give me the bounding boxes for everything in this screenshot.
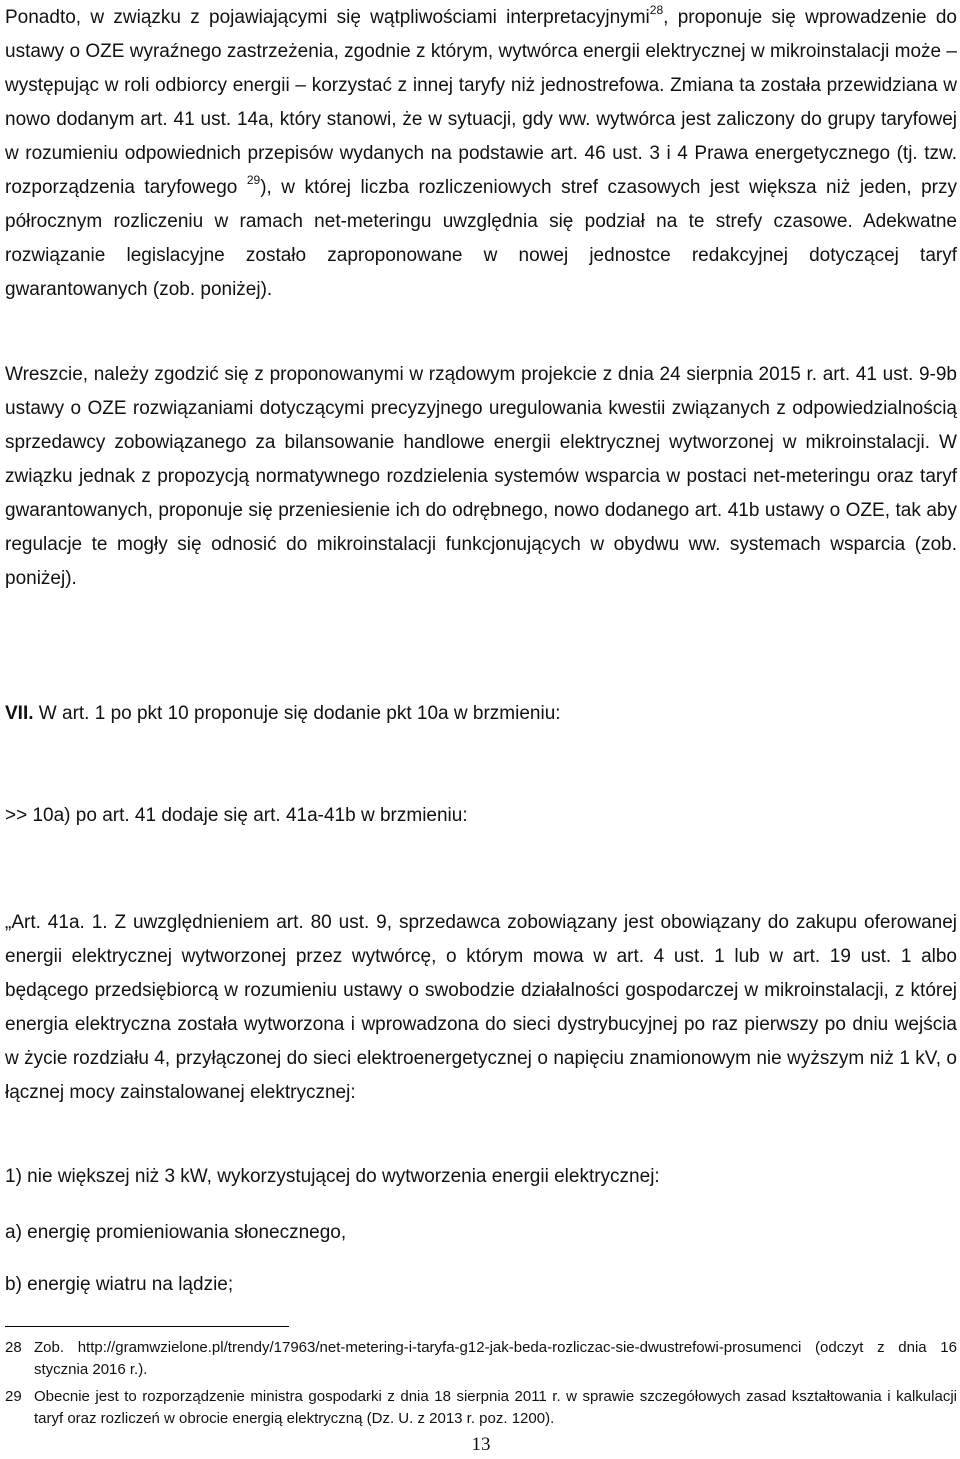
paragraph-net-metering-tariff bbox=[5, 1, 957, 307]
section-number: VII. bbox=[5, 703, 34, 724]
para1-text-a: Ponadto, w związku z pojawiającymi się wątpliwościami interpretacyjnymi bbox=[5, 7, 650, 28]
article-41a-text: „Art. 41a. 1. Z uwzględnieniem art. 80 ust. 9, sprzedawca zobowiązany jest obowiązany do zakupu oferowanej energii elektrycznej wytworzonej przez wytwórcę, o którym mowa w art. 4 ust. 1 lub w art. 19 ust. 1 albo będącego przedsiębiorcą w rozumieniu ustawy o swobodzie działalności gospodarczej w mikroinstalacji, z której energia elektryczna została wytworzona i wprowadzona do sieci dystrybucyjnej po raz pierwszy po dniu wejścia w życie rozdziału 4, przyłączonej do sieci elektroenergetycznej o napięciu znamionowym nie wyższym niż 1 kV, o łącznej mocy zainstalowanej elektrycznej: bbox=[5, 912, 957, 1103]
footnote-28 bbox=[5, 1337, 957, 1381]
footnote-ref-29[interactable]: 29 bbox=[246, 173, 261, 187]
footnote-separator bbox=[5, 1326, 289, 1327]
page-number: 13 bbox=[471, 1434, 491, 1455]
list-item-1: 1) nie większej niż 3 kW, wykorzystującej do wytworzenia energii elektrycznej: bbox=[5, 1166, 660, 1187]
section-text: W art. 1 po pkt 10 proponuje się dodanie pkt 10a w brzmieniu: bbox=[33, 703, 561, 724]
section-vii-heading bbox=[5, 697, 957, 731]
footnote-29 bbox=[5, 1386, 957, 1430]
footnote-text: Obecnie jest to rozporządzenie ministra gospodarki z dnia 18 sierpnia 2011 r. w sprawie szczegółowych zasad kształtowania i kalkulacji taryf oraz rozliczeń w obrocie energią elektryczną (Dz. U. z 2013 r. poz. 1200). bbox=[34, 1388, 957, 1427]
para1-text-b: , proponuje się wprowadzenie do ustawy o OZE wyraźnego zastrzeżenia, zgodnie z którym, wytwórca energii elektrycznej w mikroinstalacji może – występując w roli odbiorcy energii – korzystać z innej taryfy niż jednostrefowa. Zmiana ta została przewidziana w nowo dodanym art. 41 ust. 14a, który stanowi, że w sytuacji, gdy ww. wytwórca jest zaliczony do grupy taryfowej w rozumieniu odpowiednich przepisów wydanych na podstawie art. 46 ust. 3 i 4 Prawa energetycznego (tj. tzw. rozporządzenia taryfowego bbox=[5, 7, 957, 198]
footnote-ref-28[interactable]: 28 bbox=[649, 3, 664, 17]
list-item-a: a) energię promieniowania słonecznego, bbox=[5, 1222, 347, 1243]
footnote-number: 29 bbox=[5, 1388, 22, 1405]
footnote-number: 28 bbox=[5, 1339, 22, 1356]
para1-text-c: ), w której liczba rozliczeniowych stref czasowych jest większa niż jeden, przy półrocznym rozliczeniu w ramach net-meteringu uwzględnia się podział na te strefy czasowe. Adekwatne rozwiązanie legislacyjne zostało zaproponowane w nowej jednostce redakcyjnej dotyczącej taryf gwarantowanych (zob. poniżej). bbox=[5, 177, 957, 300]
footnote-text[interactable]: Zob. http://gramwzielone.pl/trendy/17963/net-metering-i-taryfa-g12-jak-beda-rozliczac-sie-dwustrefowi-prosumenci (odczyt z dnia 16 stycznia 2016 r.). bbox=[34, 1339, 957, 1378]
paragraph-balancing-responsibility: Wreszcie, należy zgodzić się z proponowanymi w rządowym projekcie z dnia 24 sierpnia 2015 r. art. 41 ust. 9-9b ustawy o OZE rozwiązaniami dotyczącymi precyzyjnego uregulowania kwestii związanych z odpowiedzialnością sprzedawcy zobowiązanego za bilansowanie handlowe energii elektrycznej wytworzonej w mikroinstalacji. W związku jednak z propozycją normatywnego rozdzielenia systemów wsparcia w postaci net-meteringu oraz taryf gwarantowanych, proponuje się przeniesienie ich do odrębnego, nowo dodanego art. 41b ustawy o OZE, tak aby regulacje te mogły się odnosić do mikroinstalacji funkcjonujących w obydwu ww. systemach wsparcia (zob. poniżej). bbox=[5, 364, 957, 589]
amendment-insert-line: >> 10a) po art. 41 dodaje się art. 41a-41b w brzmieniu: bbox=[5, 805, 468, 826]
list-item-b: b) energię wiatru na lądzie; bbox=[5, 1274, 234, 1295]
